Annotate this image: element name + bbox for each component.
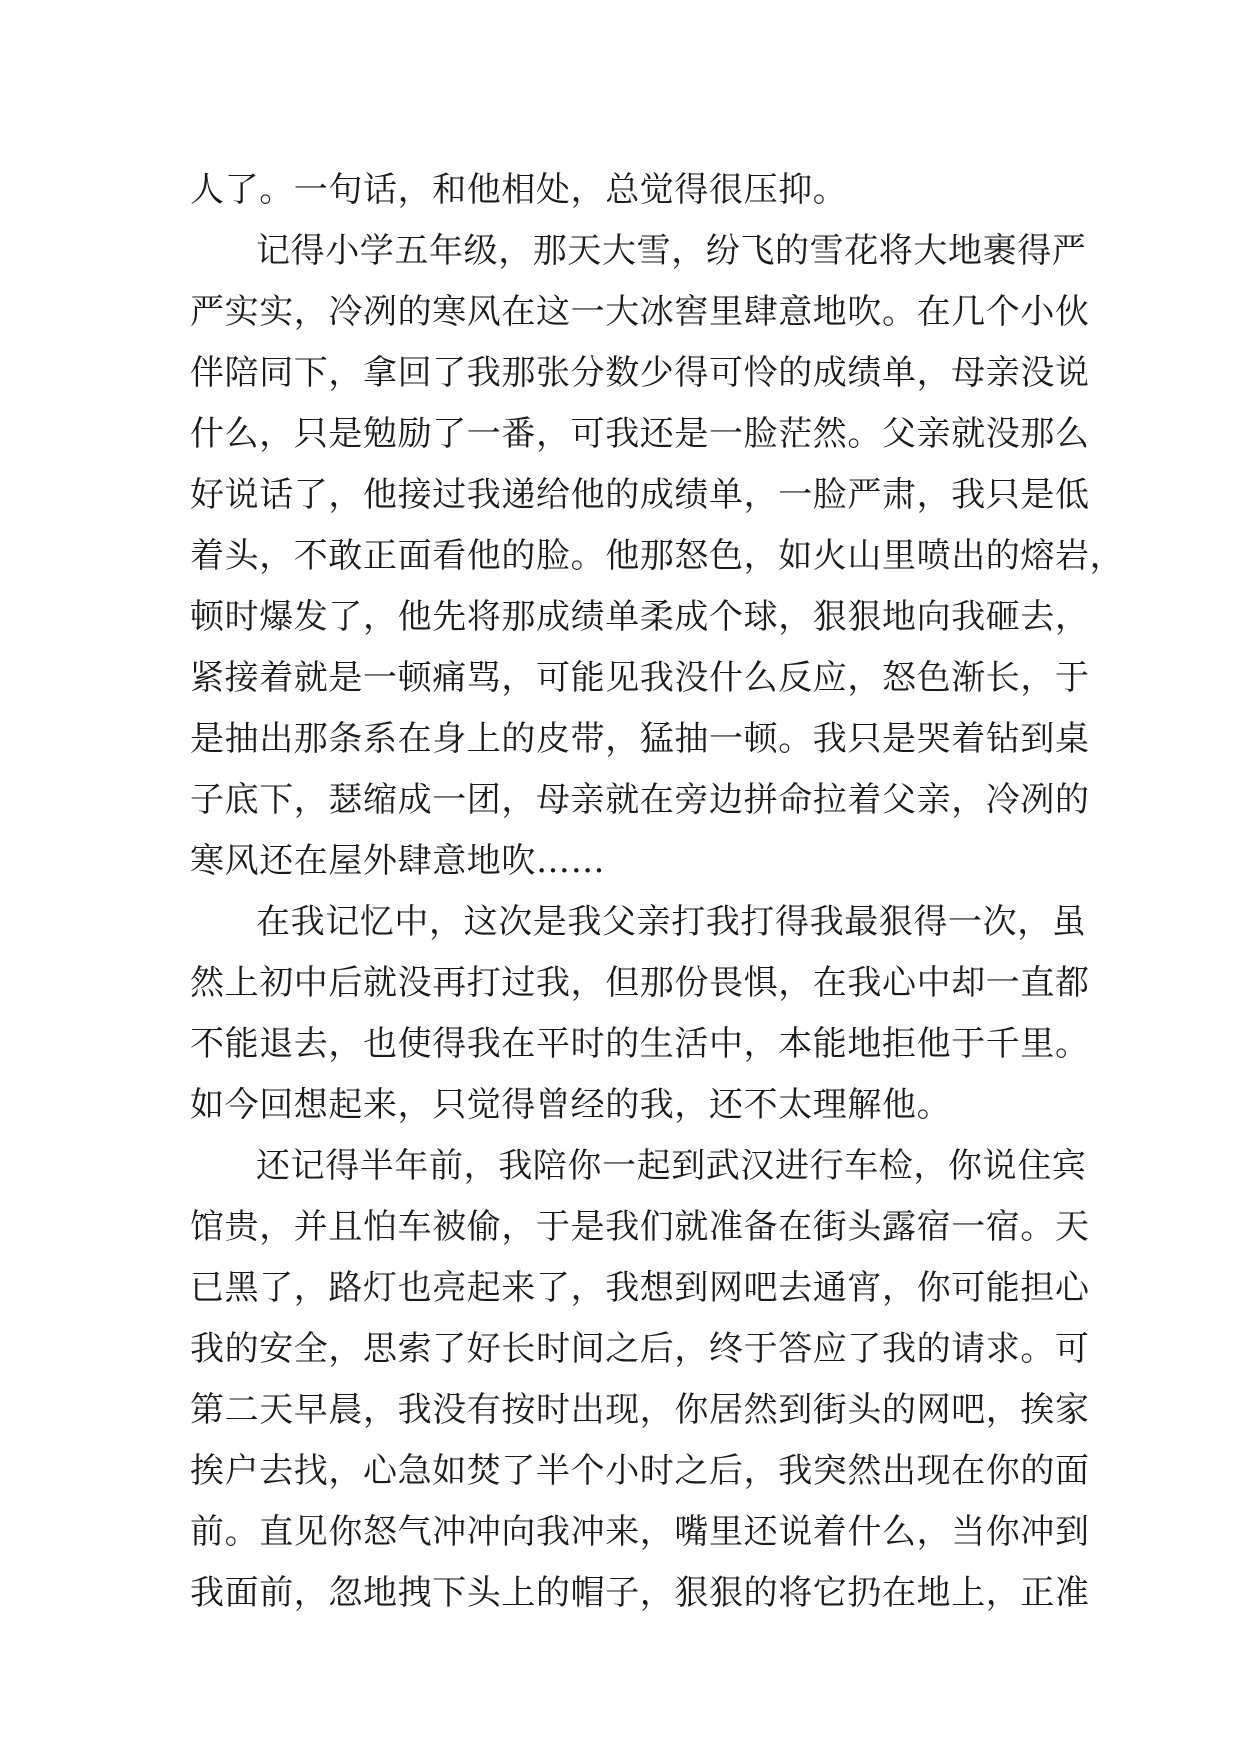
text-line: 挨户去找，心急如焚了半个小时之后，我突然出现在你的面 [190,1451,1090,1491]
text-line: 好说话了，他接过我递给他的成绩单，一脸严肃，我只是低 [190,475,1090,515]
document-body [190,160,1125,1624]
text-line: 已黑了，路灯也亮起来了，我想到网吧去通宵，你可能担心 [190,1268,1090,1308]
text-line: 还记得半年前，我陪你一起到武汉进行车检，你说住宾 [256,1146,1087,1186]
text-line: 严实实，冷冽的寒风在这一大冰窖里肆意地吹。在几个小伙 [190,292,1090,332]
text-line: 不能退去，也使得我在平时的生活中，本能地拒他于千里。 [190,1024,1090,1064]
text-line: 是抽出那条系在身上的皮带，猛抽一顿。我只是哭着钻到桌 [190,719,1090,759]
text-line: 记得小学五年级，那天大雪，纷飞的雪花将大地裹得严 [256,231,1087,271]
text-line: 然上初中后就没再打过我，但那份畏惧，在我心中却一直都 [190,963,1090,1003]
text-line: 人了。一句话，和他相处，总觉得很压抑。 [190,170,848,210]
text-line: 什么，只是勉励了一番，可我还是一脸茫然。父亲就没那么 [190,414,1090,454]
text-line: 前。直见你怒气冲冲向我冲来，嘴里还说着什么，当你冲到 [190,1512,1090,1552]
text-line: 我的安全，思索了好长时间之后，终于答应了我的请求。可 [190,1329,1090,1369]
text-line: 紧接着就是一顿痛骂，可能见我没什么反应，怒色渐长，于 [190,658,1090,698]
text-line: 寒风还在屋外肆意地吹…… [190,841,606,881]
text-line: 伴陪同下，拿回了我那张分数少得可怜的成绩单，母亲没说 [190,353,1090,393]
text-line: 顿时爆发了，他先将那成绩单柔成个球，狠狠地向我砸去， [190,597,1090,637]
text-line: 馆贵，并且怕车被偷，于是我们就准备在街头露宿一宿。天 [190,1207,1090,1247]
text-line: 在我记忆中，这次是我父亲打我打得我最狠得一次，虽 [256,902,1087,942]
text-line: 如今回想起来，只觉得曾经的我，还不太理解他。 [190,1085,952,1125]
text-line: 着头，不敢正面看他的脸。他那怒色，如火山里喷出的熔岩， [190,536,1125,576]
text-line: 子底下，瑟缩成一团，母亲就在旁边拼命拉着父亲，冷冽的 [190,780,1090,820]
text-line: 第二天早晨，我没有按时出现，你居然到街头的网吧，挨家 [190,1390,1090,1430]
text-line: 我面前，忽地拽下头上的帽子，狠狠的将它扔在地上，正准 [190,1573,1090,1613]
